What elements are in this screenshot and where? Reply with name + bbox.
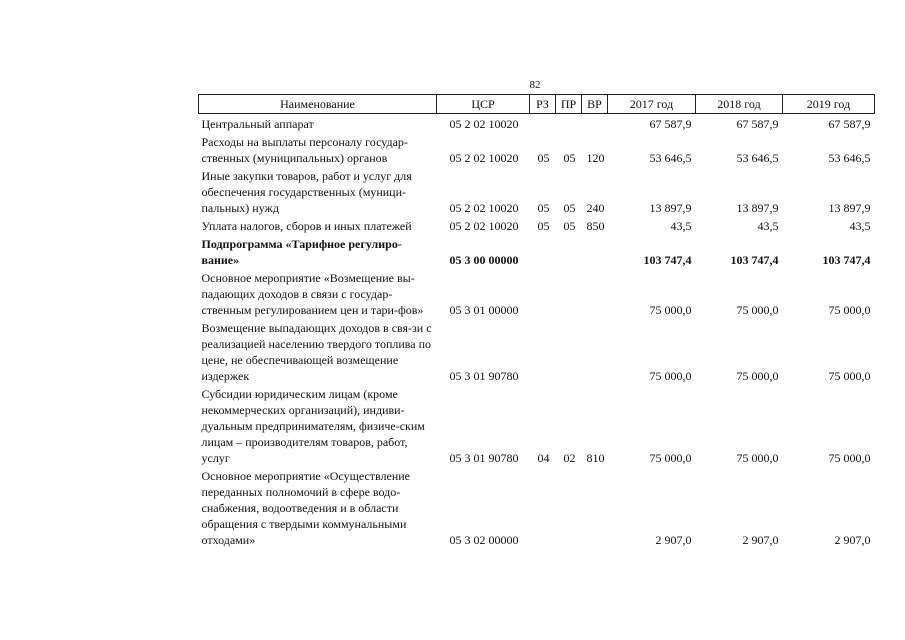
cell-2019: 2 907,0 (834, 533, 871, 547)
header-2017: 2017 год (608, 95, 696, 114)
cell-csr: 05 2 02 10020 (449, 151, 519, 165)
cell-pr: 05 (563, 151, 576, 165)
cell-2019: 75 000,0 (828, 303, 871, 317)
cell-rz (530, 318, 556, 384)
cell-2017: 75 000,0 (649, 369, 692, 383)
cell-2019: 103 747,4 (822, 253, 871, 267)
cell-name: Расходы на выплаты персоналу государ-ственных (муниципальных) органов (201, 135, 408, 165)
table-row (199, 114, 875, 133)
cell-vr (582, 318, 608, 384)
header-rz: РЗ (530, 95, 556, 114)
cell-vr: 120 (586, 151, 605, 165)
cell-2018: 75 000,0 (736, 369, 779, 383)
cell-name: Подпрограмма «Тарифное регулиро-вание» (201, 237, 402, 267)
cell-csr: 05 3 00 00000 (449, 253, 519, 267)
budget-table (198, 94, 875, 548)
cell-2018: 75 000,0 (736, 303, 779, 317)
table-row (199, 466, 875, 548)
cell-vr: 810 (586, 451, 605, 465)
header-pr: ПР (556, 95, 582, 114)
header-csr: ЦСР (437, 95, 530, 114)
table-row (199, 268, 875, 318)
cell-csr: 05 3 01 90780 (449, 369, 519, 383)
cell-rz (530, 234, 556, 268)
cell-vr: 850 (586, 219, 605, 233)
cell-2018: 43,5 (757, 219, 779, 233)
cell-csr: 05 3 01 00000 (449, 303, 519, 317)
cell-2018: 75 000,0 (736, 451, 779, 465)
cell-2018: 2 907,0 (742, 533, 779, 547)
cell-rz (530, 114, 556, 133)
cell-2017: 75 000,0 (649, 451, 692, 465)
cell-vr (582, 234, 608, 268)
cell-name: Уплата налогов, сборов и иных платежей (201, 219, 412, 233)
header-name: Наименование (199, 95, 437, 114)
table-row (199, 318, 875, 384)
cell-vr (582, 466, 608, 548)
cell-vr: 240 (586, 201, 605, 215)
table-row (199, 132, 875, 166)
cell-2019: 75 000,0 (828, 369, 871, 383)
cell-pr (556, 268, 582, 318)
cell-pr: 05 (563, 219, 576, 233)
cell-2017: 13 897,9 (649, 201, 692, 215)
cell-2017: 67 587,9 (649, 117, 692, 131)
cell-name: Центральный аппарат (201, 117, 314, 131)
cell-vr (582, 268, 608, 318)
table-row (199, 166, 875, 216)
cell-2017: 2 907,0 (655, 533, 692, 547)
cell-pr (556, 318, 582, 384)
cell-2018: 13 897,9 (736, 201, 779, 215)
cell-name: Возмещение выпадающих доходов в свя-зи с реализацией населению твердого топлива по цене, не обеспечивающей возмещение издержек (201, 321, 432, 383)
cell-pr (556, 466, 582, 548)
page-number: 82 (529, 79, 541, 91)
cell-rz (530, 268, 556, 318)
cell-vr (582, 114, 608, 133)
cell-2019: 53 646,5 (828, 151, 871, 165)
cell-2019: 43,5 (849, 219, 871, 233)
cell-2017: 43,5 (670, 219, 692, 233)
table-row (199, 234, 875, 268)
table-row (199, 384, 875, 466)
cell-2019: 75 000,0 (828, 451, 871, 465)
cell-2017: 75 000,0 (649, 303, 692, 317)
cell-csr: 05 3 01 90780 (449, 451, 519, 465)
cell-rz: 05 (537, 201, 550, 215)
table-row (199, 216, 875, 234)
cell-pr (556, 234, 582, 268)
cell-csr: 05 2 02 10020 (449, 117, 519, 131)
cell-2018: 103 747,4 (730, 253, 779, 267)
header-2019: 2019 год (783, 95, 875, 114)
cell-name: Основное мероприятие «Осуществление переданных полномочий в сфере водо-снабжения, водоотведения и в области обращения с твердыми коммунальными отходами» (201, 469, 411, 547)
cell-pr: 02 (563, 451, 576, 465)
table-header-row (199, 95, 875, 114)
cell-pr (556, 114, 582, 133)
cell-rz: 04 (537, 451, 550, 465)
cell-name: Основное мероприятие «Возмещение вы-падающих доходов в связи с государ-ственным регулированием цен и тари-фов» (201, 271, 424, 317)
cell-2018: 53 646,5 (736, 151, 779, 165)
cell-rz: 05 (537, 151, 550, 165)
cell-2017: 103 747,4 (643, 253, 692, 267)
cell-name: Субсидии юридическим лицам (кроме некоммерческих организаций), индиви-дуальным предпринимателям, физиче-ским лицам – производителям товаров, работ, услуг (201, 387, 425, 465)
cell-csr: 05 3 02 00000 (449, 533, 519, 547)
cell-rz: 05 (537, 219, 550, 233)
cell-2018: 67 587,9 (736, 117, 779, 131)
cell-2019: 13 897,9 (828, 201, 871, 215)
header-2018: 2018 год (696, 95, 783, 114)
table-body (199, 114, 875, 549)
header-vr: ВР (582, 95, 608, 114)
cell-2019: 67 587,9 (828, 117, 871, 131)
cell-csr: 05 2 02 10020 (449, 201, 519, 215)
cell-csr: 05 2 02 10020 (449, 219, 519, 233)
cell-name: Иные закупки товаров, работ и услуг для обеспечения государственных (муници-пальных) нужд (201, 169, 412, 215)
cell-pr: 05 (563, 201, 576, 215)
cell-2017: 53 646,5 (649, 151, 692, 165)
cell-rz (530, 466, 556, 548)
